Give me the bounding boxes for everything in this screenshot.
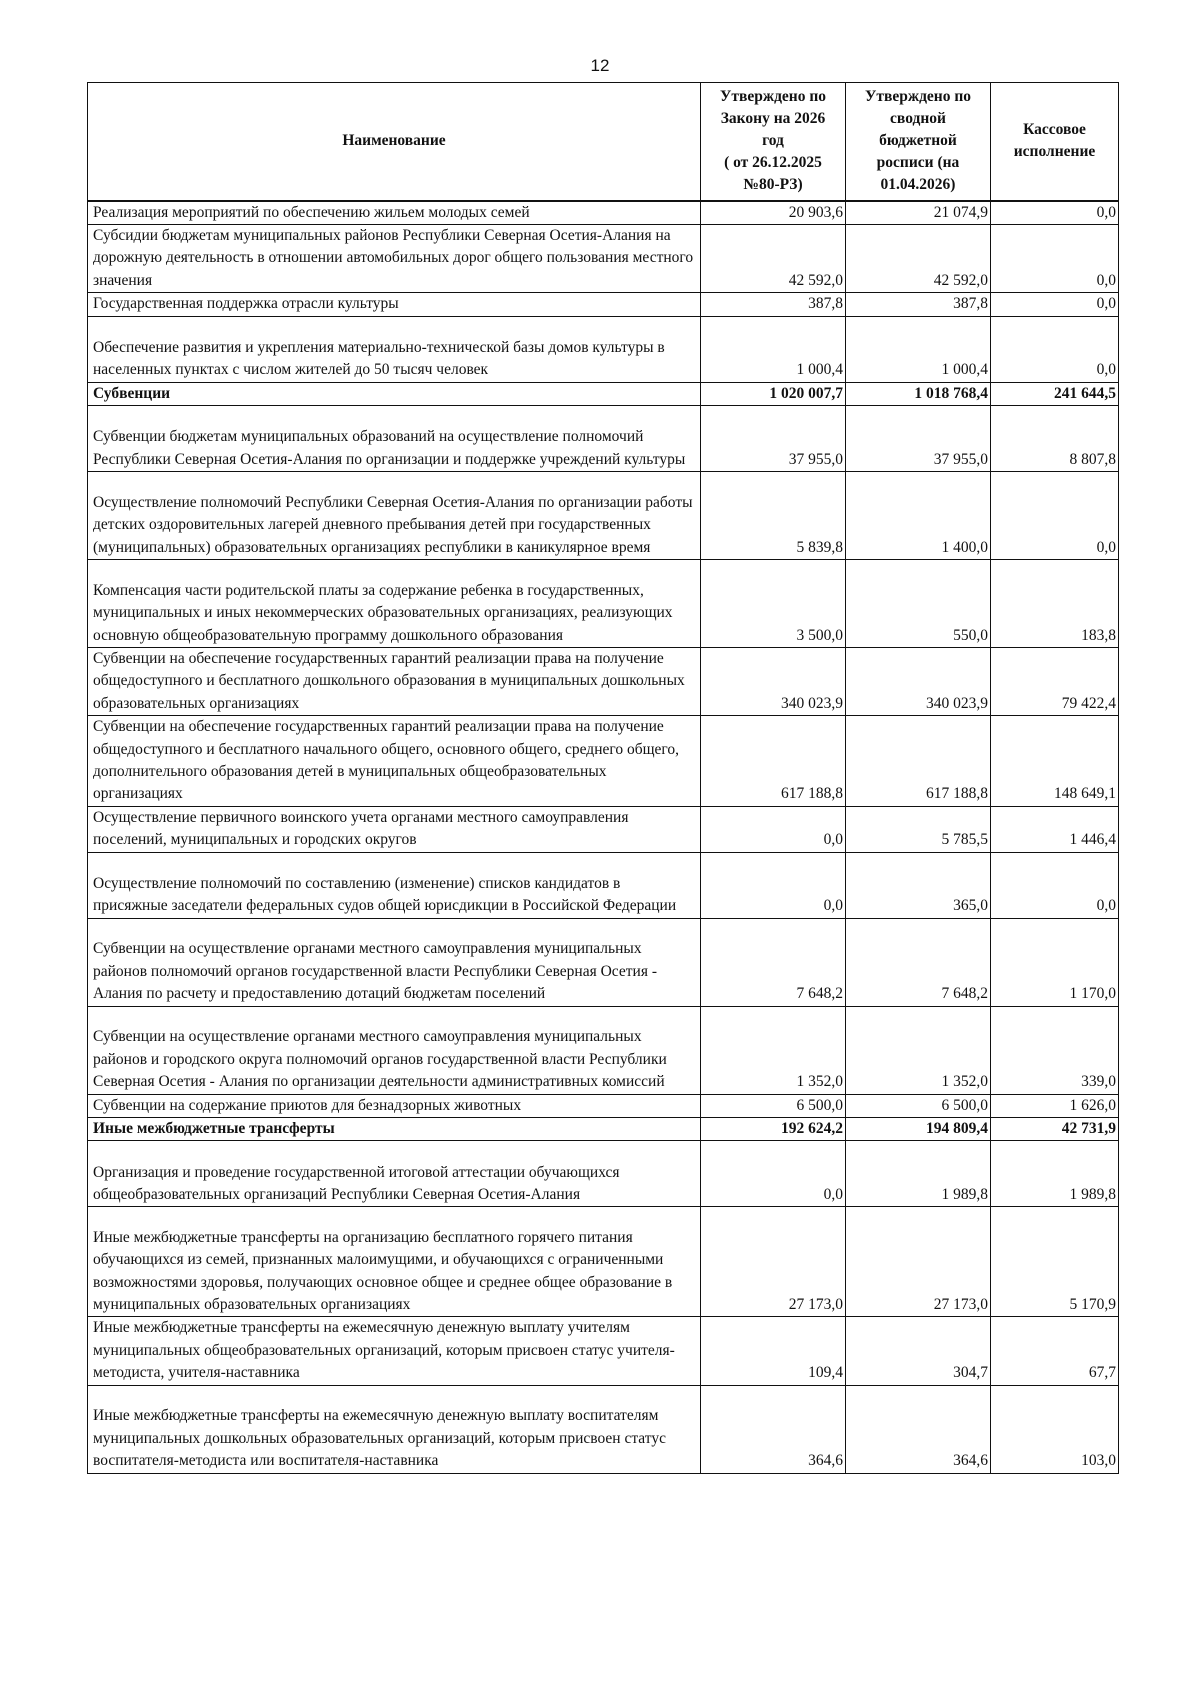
table-row	[88, 1094, 1119, 1117]
row-plan-value: 365,0	[846, 852, 991, 918]
row-cash-value: 1 170,0	[991, 918, 1119, 1006]
row-law-value: 617 188,8	[701, 716, 846, 807]
row-law-value: 340 023,9	[701, 647, 846, 715]
table-row	[88, 1141, 1119, 1207]
row-name-cell: Субвенции на содержание приютов для безнадзорных животных	[88, 1094, 701, 1117]
table-row	[88, 1317, 1119, 1385]
row-name-cell: Осуществление первичного воинского учета органами местного самоуправления поселений, муниципальных и городских округов	[88, 806, 701, 852]
row-name-cell: Иные межбюджетные трансферты на ежемесячную денежную выплату воспитателям муниципальных дошкольных образовательных организаций, которым присвоен статус воспитателя-методиста или воспитателя-наставника	[88, 1385, 701, 1473]
column-header-law-line: №80-РЗ)	[743, 176, 803, 194]
table-header-row	[88, 83, 1119, 201]
row-name-cell: Компенсация части родительской платы за содержание ребенка в государственных, муниципальных и иных некоммерческих образовательных организациях, реализующих основную общеобразовательную программу дошкольного образования	[88, 559, 701, 647]
table-row	[88, 405, 1119, 471]
row-law-value: 7 648,2	[701, 918, 846, 1006]
row-name-cell: Реализация мероприятий по обеспечению жильем молодых семей	[88, 201, 701, 225]
table-row	[88, 224, 1119, 292]
row-plan-value: 6 500,0	[846, 1094, 991, 1117]
row-cash-value: 0,0	[991, 293, 1119, 316]
column-header-plan-line: 01.04.2026)	[880, 176, 956, 194]
row-cash-value: 5 170,9	[991, 1207, 1119, 1317]
column-header-law-line: ( от 26.12.2025	[724, 154, 822, 172]
column-header-plan-line: росписи (на	[876, 154, 960, 172]
row-plan-value: 1 352,0	[846, 1006, 991, 1094]
row-law-value: 42 592,0	[701, 224, 846, 292]
row-cash-value: 8 807,8	[991, 405, 1119, 471]
row-name-cell: Иные межбюджетные трансферты на ежемесячную денежную выплату учителям муниципальных общеобразовательных организаций, которым присвоен статус учителя-методиста, учителя-наставника	[88, 1317, 701, 1385]
column-header-cash-line: исполнение	[1013, 143, 1096, 161]
row-plan-value: 304,7	[846, 1317, 991, 1385]
row-name-cell: Осуществление полномочий по составлению (изменение) списков кандидатов в присяжные заседатели федеральных судов общей юрисдикции в Российской Федерации	[88, 852, 701, 918]
row-name-cell: Субсидии бюджетам муниципальных районов Республики Северная Осетия-Алания на дорожную деятельность в отношении автомобильных дорог общего пользования местного значения	[88, 224, 701, 292]
row-plan-value: 550,0	[846, 559, 991, 647]
column-header-law-line: год	[762, 132, 784, 150]
table-row	[88, 1006, 1119, 1094]
row-cash-value: 339,0	[991, 1006, 1119, 1094]
table-row	[88, 471, 1119, 559]
row-law-value: 1 020 007,7	[701, 382, 846, 405]
row-plan-value: 5 785,5	[846, 806, 991, 852]
row-cash-value: 0,0	[991, 201, 1119, 225]
row-law-value: 20 903,6	[701, 201, 846, 225]
row-name-cell: Субвенции на обеспечение государственных гарантий реализации права на получение общедоступного и бесплатного дошкольного образования в муниципальных дошкольных образовательных организациях	[88, 647, 701, 715]
row-law-value: 192 624,2	[701, 1118, 846, 1141]
row-law-value: 6 500,0	[701, 1094, 846, 1117]
row-name-cell: Осуществление полномочий Республики Северная Осетия-Алания по организации работы детских оздоровительных лагерей дневного пребывания детей при государственных (муниципальных) образовательных организациях республики в каникулярное время	[88, 471, 701, 559]
column-header-plan-line: Утверждено по	[864, 88, 972, 106]
row-cash-value: 241 644,5	[991, 382, 1119, 405]
row-name-cell: Иные межбюджетные трансферты на организацию бесплатного горячего питания обучающихся из семей, признанных малоимущими, и обучающихся с ограниченными возможностями здоровья, получающих основное общее и среднее общее образование в муниципальных образовательных организациях	[88, 1207, 701, 1317]
row-cash-value: 0,0	[991, 224, 1119, 292]
row-name-cell: Субвенции	[88, 382, 701, 405]
column-header-plan	[846, 83, 991, 201]
table-row	[88, 1118, 1119, 1141]
row-law-value: 109,4	[701, 1317, 846, 1385]
column-header-law	[701, 83, 846, 201]
column-header-plan-line: бюджетной	[879, 132, 957, 150]
row-plan-value: 37 955,0	[846, 405, 991, 471]
table-row	[88, 1385, 1119, 1473]
table-body	[88, 201, 1119, 1474]
table-row	[88, 716, 1119, 807]
row-plan-value: 1 989,8	[846, 1141, 991, 1207]
row-cash-value: 103,0	[991, 1385, 1119, 1473]
row-cash-value: 0,0	[991, 471, 1119, 559]
row-cash-value: 183,8	[991, 559, 1119, 647]
row-law-value: 3 500,0	[701, 559, 846, 647]
column-header-plan-line: сводной	[890, 110, 946, 128]
row-law-value: 1 352,0	[701, 1006, 846, 1094]
table-row	[88, 1207, 1119, 1317]
row-plan-value: 1 018 768,4	[846, 382, 991, 405]
row-law-value: 37 955,0	[701, 405, 846, 471]
row-name-cell: Обеспечение развития и укрепления материально-технической базы домов культуры в населенных пунктах с числом жителей до 50 тысяч человек	[88, 316, 701, 382]
column-header-cash-line: Кассовое	[1023, 121, 1086, 139]
table-row	[88, 852, 1119, 918]
row-law-value: 0,0	[701, 806, 846, 852]
column-header-law-line: Закону на 2026	[720, 110, 826, 128]
row-law-value: 364,6	[701, 1385, 846, 1473]
row-name-cell: Субвенции на обеспечение государственных гарантий реализации права на получение общедоступного и бесплатного начального общего, основного общего, среднего общего, дополнительного образования детей в муниципальных общеобразовательных организациях	[88, 716, 701, 807]
row-cash-value: 42 731,9	[991, 1118, 1119, 1141]
row-law-value: 27 173,0	[701, 1207, 846, 1317]
row-name-cell: Иные межбюджетные трансферты	[88, 1118, 701, 1141]
row-plan-value: 42 592,0	[846, 224, 991, 292]
row-cash-value: 67,7	[991, 1317, 1119, 1385]
row-name-cell: Государственная поддержка отрасли культуры	[88, 293, 701, 316]
row-plan-value: 194 809,4	[846, 1118, 991, 1141]
row-cash-value: 0,0	[991, 852, 1119, 918]
page-number: 12	[590, 56, 610, 75]
column-header-law-line: Утверждено по	[719, 88, 827, 106]
row-plan-value: 387,8	[846, 293, 991, 316]
row-plan-value: 1 400,0	[846, 471, 991, 559]
row-name-cell: Субвенции на осуществление органами местного самоуправления муниципальных районов и городского округа полномочий органов государственной власти Республики Северная Осетия - Алания по организации деятельности административных комиссий	[88, 1006, 701, 1094]
row-name-cell: Субвенции на осуществление органами местного самоуправления муниципальных районов полномочий органов государственной власти Республики Северная Осетия - Алания по расчету и предоставлению дотаций бюджетам поселений	[88, 918, 701, 1006]
row-plan-value: 21 074,9	[846, 201, 991, 225]
column-header-name: Наименование	[88, 83, 701, 201]
row-cash-value: 148 649,1	[991, 716, 1119, 807]
row-law-value: 0,0	[701, 852, 846, 918]
row-plan-value: 7 648,2	[846, 918, 991, 1006]
table-row	[88, 806, 1119, 852]
table-row	[88, 647, 1119, 715]
row-name-cell: Субвенции бюджетам муниципальных образований на осуществление полномочий Республики Северная Осетия-Алания по организации и поддержке учреждений культуры	[88, 405, 701, 471]
table-row	[88, 918, 1119, 1006]
row-plan-value: 617 188,8	[846, 716, 991, 807]
row-name-cell: Организация и проведение государственной итоговой аттестации обучающихся общеобразовательных организаций Республики Северная Осетия-Алания	[88, 1141, 701, 1207]
table-row	[88, 382, 1119, 405]
row-cash-value: 0,0	[991, 316, 1119, 382]
row-cash-value: 1 446,4	[991, 806, 1119, 852]
row-law-value: 1 000,4	[701, 316, 846, 382]
row-cash-value: 1 626,0	[991, 1094, 1119, 1117]
row-plan-value: 364,6	[846, 1385, 991, 1473]
row-plan-value: 340 023,9	[846, 647, 991, 715]
table-row	[88, 316, 1119, 382]
row-cash-value: 1 989,8	[991, 1141, 1119, 1207]
table-row	[88, 293, 1119, 316]
table-row	[88, 559, 1119, 647]
row-cash-value: 79 422,4	[991, 647, 1119, 715]
column-header-cash	[991, 83, 1119, 201]
row-law-value: 0,0	[701, 1141, 846, 1207]
row-plan-value: 1 000,4	[846, 316, 991, 382]
row-law-value: 5 839,8	[701, 471, 846, 559]
budget-table	[87, 82, 1119, 1474]
table-row	[88, 201, 1119, 225]
row-plan-value: 27 173,0	[846, 1207, 991, 1317]
row-law-value: 387,8	[701, 293, 846, 316]
